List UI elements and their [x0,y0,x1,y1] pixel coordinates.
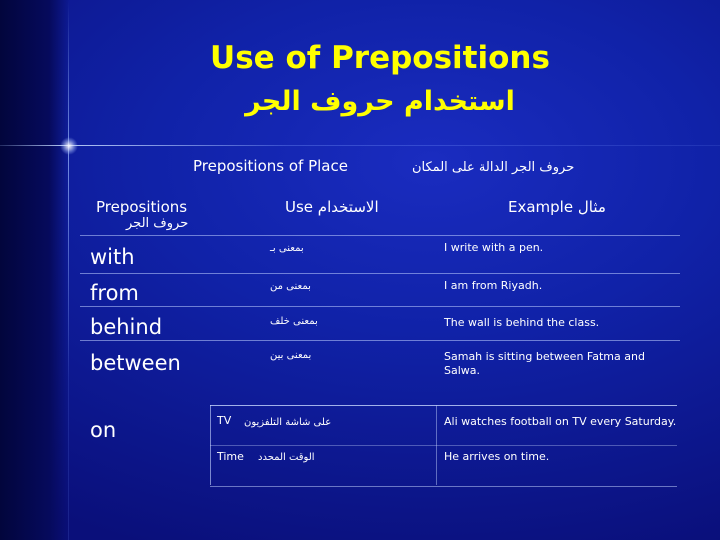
sparkle-decoration [60,137,78,155]
vertical-accent-line [68,0,69,540]
preposition-meaning: بمعنى خلف [270,316,318,327]
preposition-meaning: بمعنى من [270,281,311,292]
on-usage-label: TV [217,414,232,427]
header-example: Example مثال [508,198,606,216]
slide-title-arabic: استخدام حروف الجر [245,86,515,117]
on-usage-label: Time [217,450,244,463]
horizontal-accent-line [0,145,720,146]
preposition-example: The wall is behind the class. [444,316,600,329]
row-divider [80,235,680,236]
on-usage-meaning: الوقت المحدد [258,452,315,463]
preposition-word: on [90,418,117,442]
row-divider [80,273,680,274]
preposition-meaning: بمعنى بين [270,350,312,361]
header-prepositions-arabic: حروف الجر [126,216,189,231]
subtitle-arabic: حروف الجر الدالة على المكان [412,160,575,175]
preposition-word: between [90,351,181,375]
subtitle-english: Prepositions of Place [193,157,348,175]
on-usage-meaning: على شاشة التلفزيون [244,417,332,428]
row-divider [80,306,680,307]
preposition-word: from [90,281,139,305]
preposition-example: He arrives on time. [444,450,550,463]
header-use: Use الاستخدام [285,198,379,216]
preposition-meaning: بمعنى بـ [270,243,304,254]
preposition-example: I am from Riyadh. [444,279,543,292]
preposition-example: Samah is sitting between Fatma and Salwa. [444,350,645,377]
header-prepositions: Prepositions [96,198,188,216]
left-dark-band [0,0,70,540]
preposition-example: I write with a pen. [444,241,544,254]
preposition-word: behind [90,315,163,339]
slide-title: Use of Prepositions [210,40,550,76]
preposition-example: Ali watches football on TV every Saturday. [444,415,677,428]
preposition-word: with [90,245,135,269]
row-divider [80,340,680,341]
box-divider [210,445,677,446]
